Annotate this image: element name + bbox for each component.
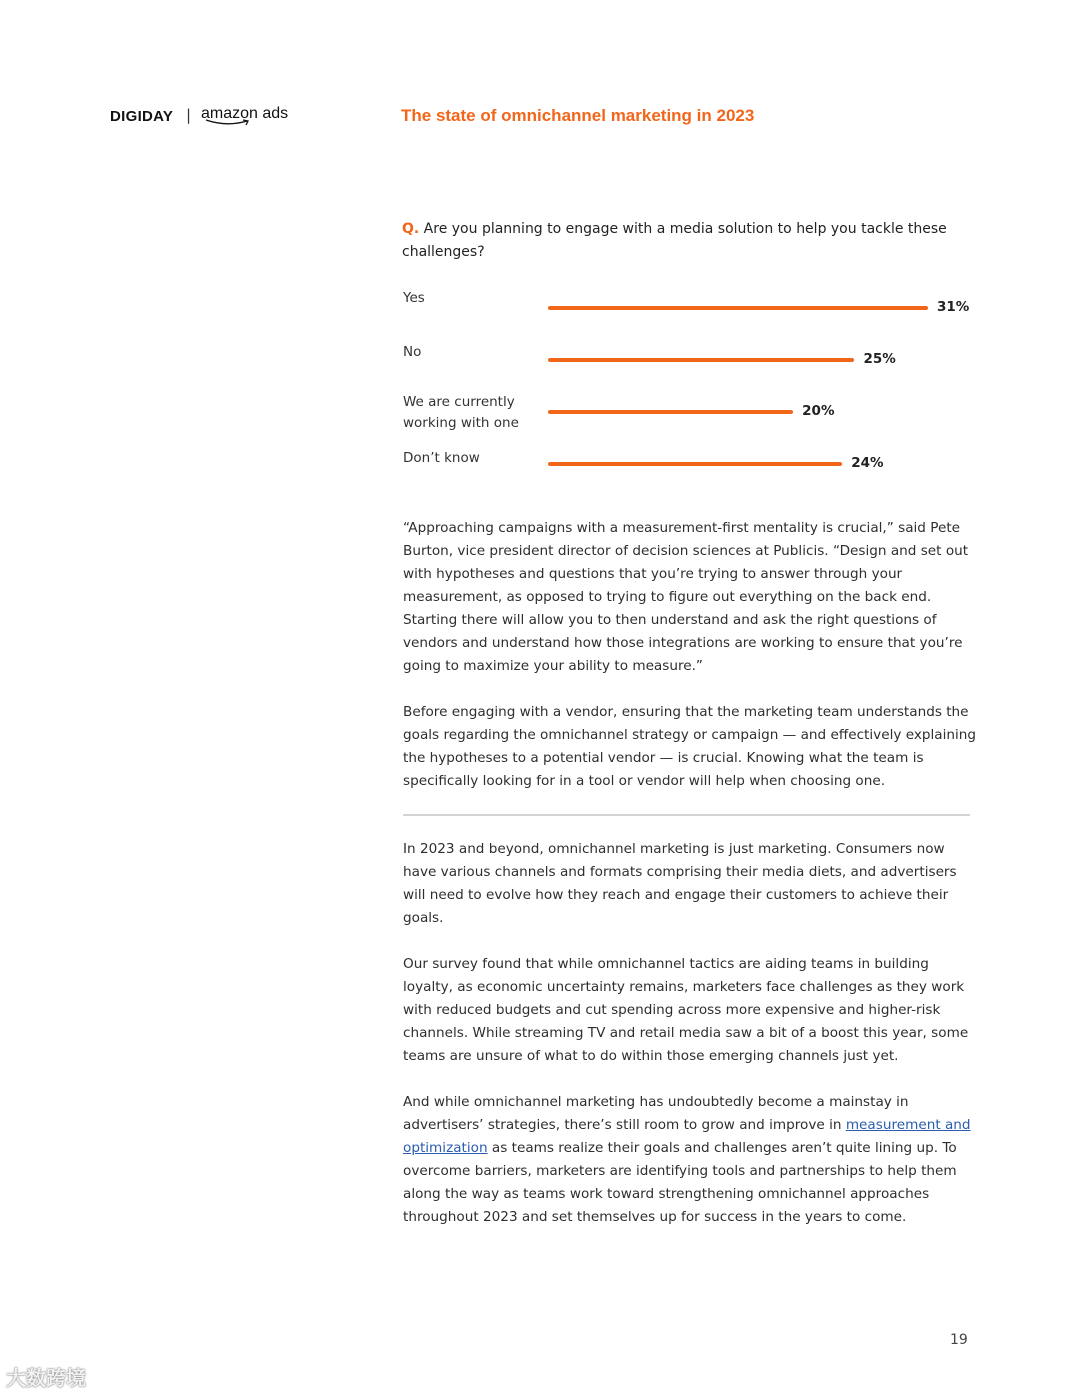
survey-bar-chart xyxy=(403,290,983,490)
bar-value-label: 24% xyxy=(851,455,884,471)
final-paragraph-start: And while omnichannel marketing has undoubtedly become a mainstay in advertisers’ strategies, there’s still room to grow and improve in xyxy=(403,1094,909,1133)
final-paragraph-end: as teams realize their goals and challenges aren’t quite lining up. To overcome barriers, marketers are identifying tools and partnerships to help them along the way as teams work toward strengthening omnichannel approaches throughout 2023 and set themselves up for success in the years to come. xyxy=(403,1140,957,1225)
body-paragraph: Our survey found that while omnichannel tactics are aiding teams in building loyalty, as economic uncertainty remains, marketers face challenges as they work with reduced budgets and cut spending across more expensive and higher-risk channels. While streaming TV and retail media saw a bit of a boost this year, some teams are unsure of what to do within those emerging channels just yet. xyxy=(403,956,969,1064)
bar xyxy=(548,462,842,466)
bar-value-label: 25% xyxy=(863,351,896,367)
bar xyxy=(548,306,928,310)
body-section-bottom xyxy=(403,838,978,1252)
bar-category-label: Don’t know xyxy=(403,450,480,466)
logo-separator: | xyxy=(186,106,192,124)
watermark-logo xyxy=(6,1362,146,1392)
body-paragraph: “Approaching campaigns with a measurement-first mentality is crucial,” said Pete Burton, vice president director of decision sciences at Publicis. “Design and set out with hypotheses and questions that you’re trying to answer through your measurement, as opposed to trying to figure out everything on the back end. Starting there will allow you to then understand and ask the right questions of vendors and understand how those integrations are working to ensure that you’re going to maximize your ability to measure.” xyxy=(403,520,969,674)
bar-category-label: No xyxy=(403,344,422,360)
survey-question xyxy=(402,218,962,264)
body-paragraph: Before engaging with a vendor, ensuring that the marketing team understands the goals regarding the omnichannel strategy or campaign — and effectively explaining the hypotheses to a potential vendor — is crucial. Knowing what the team is specifically looking for in a tool or vendor will help when choosing one. xyxy=(403,704,977,789)
question-text: Are you planning to engage with a media solution to help you tackle these challenges? xyxy=(402,221,947,260)
bar-value-label: 20% xyxy=(802,403,835,419)
bar xyxy=(548,358,854,362)
amazon-ads-logo-text: amazon ads xyxy=(201,105,289,122)
body-paragraph: In 2023 and beyond, omnichannel marketing is just marketing. Consumers now have various channels and formats comprising their media diets, and advertisers will need to evolve how they reach and engage their customers to achieve their goals. xyxy=(403,841,957,926)
document-title: The state of omnichannel marketing in 2023 xyxy=(401,106,755,125)
body-section-top xyxy=(403,517,978,816)
bar-value-label: 31% xyxy=(937,299,970,315)
digiday-logo: DIGIDAY xyxy=(110,108,174,125)
page-header xyxy=(110,104,1010,132)
measurement-optimization-link[interactable]: measurement and optimization xyxy=(403,1117,971,1156)
question-label: Q. xyxy=(402,221,420,237)
amazon-ads-logo xyxy=(201,105,288,123)
page-number: 19 xyxy=(950,1332,968,1348)
bar-category-label: Yes xyxy=(403,290,425,306)
bar-category-label: We are currently working with one xyxy=(403,394,519,431)
section-divider xyxy=(403,814,970,816)
watermark-text: 大数跨境 xyxy=(6,1366,86,1390)
amazon-smile-icon xyxy=(205,119,251,126)
bar xyxy=(548,410,793,414)
body-paragraph-with-link xyxy=(403,1091,978,1229)
